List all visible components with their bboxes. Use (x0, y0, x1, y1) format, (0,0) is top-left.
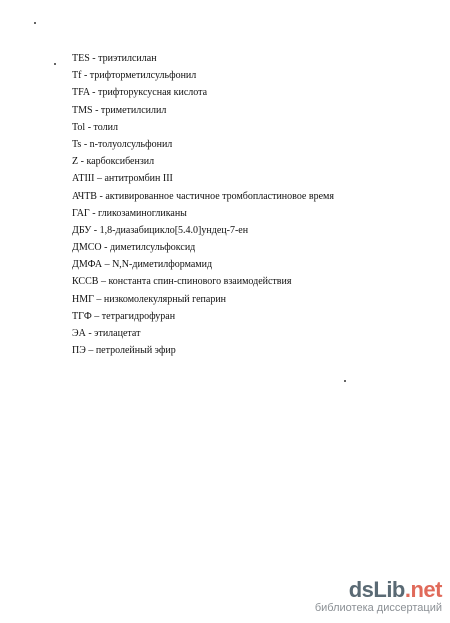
abbreviation-definition: 1,8-диазабицикло[5.4.0]ундец-7-ен (99, 224, 249, 236)
abbreviation-row (72, 170, 432, 187)
logo-main-text: dsLib (348, 577, 405, 602)
abbreviation-definition: трифторметилсульфонил (89, 70, 197, 82)
watermark-subtitle: библиотека диссертаций (314, 602, 442, 614)
abbreviation-key: ДМСО (72, 242, 102, 254)
abbreviation-separator: – (85, 345, 96, 357)
abbreviation-separator: – (102, 259, 113, 271)
scan-speck (344, 380, 346, 382)
abbreviation-row (72, 205, 432, 222)
abbreviation-definition: тетрагидрофуран (101, 310, 176, 322)
abbreviation-separator: - (89, 53, 99, 64)
abbreviation-row (72, 84, 432, 101)
abbreviation-definition: низкомолекулярный гепарин (103, 293, 227, 305)
abbreviation-key: ДБУ (72, 224, 92, 236)
abbreviation-key: Tf (72, 70, 82, 82)
abbreviation-key: КССВ (72, 276, 99, 288)
abbreviation-separator: - (81, 70, 90, 82)
abbreviation-row (72, 308, 432, 325)
logo-accent-text: .net (404, 577, 442, 602)
abbreviation-key: ЭА (72, 328, 86, 339)
abbreviation-key: Z (72, 156, 79, 168)
abbreviation-definition: диметилсульфоксид (109, 242, 196, 254)
abbreviation-key: АЧТВ (72, 190, 97, 202)
abbreviation-row (72, 273, 432, 290)
abbreviation-separator: – (94, 173, 105, 185)
abbreviation-row (72, 50, 432, 67)
abbreviation-definition: активированное частичное тромбопластиновое время (105, 190, 334, 202)
abbreviation-key: ПЭ (72, 345, 86, 357)
abbreviation-list (72, 50, 432, 359)
abbreviation-definition: этилацетат (94, 328, 141, 339)
abbreviation-row (72, 67, 432, 84)
abbreviation-key: НМГ (72, 293, 94, 305)
abbreviation-row (72, 222, 432, 239)
abbreviation-definition: гликозаминогликаны (98, 207, 187, 219)
abbreviation-definition: n-толуолсульфонил (89, 138, 173, 150)
abbreviation-separator: - (101, 242, 110, 254)
abbreviation-separator: – (93, 293, 104, 305)
abbreviation-separator: - (81, 138, 90, 150)
abbreviation-key: TMS (72, 104, 93, 116)
abbreviation-separator: - (89, 87, 98, 99)
abbreviation-separator: - (91, 224, 100, 236)
abbreviation-row (72, 102, 432, 119)
abbreviation-row (72, 136, 432, 153)
abbreviation-definition: триэтилсилан (98, 53, 157, 64)
abbreviation-key: Ts (72, 138, 82, 150)
abbreviation-key: TES (72, 53, 90, 64)
abbreviation-row (72, 188, 432, 205)
scan-speck (34, 22, 36, 24)
abbreviation-definition: трифторуксусная кислота (97, 87, 208, 99)
abbreviation-key: ТГФ (72, 310, 92, 322)
abbreviation-definition: карбоксибензил (86, 156, 155, 168)
abbreviation-row (72, 153, 432, 170)
abbreviation-definition: N,N-диметилформамид (112, 259, 213, 271)
abbreviation-row (72, 256, 432, 273)
abbreviation-key: TFA (72, 87, 90, 99)
abbreviation-separator: - (85, 121, 94, 133)
abbreviation-row (72, 325, 432, 342)
dslib-watermark (315, 579, 442, 615)
abbreviation-key: Tol (72, 121, 86, 133)
abbreviation-separator: - (78, 156, 87, 168)
abbreviation-row (72, 291, 432, 308)
abbreviation-key: АТIII (72, 173, 95, 185)
abbreviation-definition: константа спин-спинового взаимодействия (108, 276, 292, 288)
abbreviation-definition: толил (93, 121, 118, 133)
abbreviation-row (72, 239, 432, 256)
abbreviation-row (72, 119, 432, 136)
abbreviation-separator: - (89, 207, 99, 219)
abbreviation-definition: триметилсилил (100, 104, 167, 116)
abbreviation-key: ГАГ (72, 207, 90, 219)
abbreviation-definition: петролейный эфир (95, 345, 176, 357)
abbreviation-row (72, 342, 432, 359)
abbreviation-separator: - (85, 328, 95, 339)
dslib-logo (315, 579, 442, 601)
abbreviation-separator: - (92, 104, 101, 116)
abbreviation-separator: – (98, 276, 109, 288)
scan-speck (54, 63, 56, 65)
abbreviation-definition: антитромбин III (104, 173, 173, 185)
abbreviation-separator: – (91, 310, 102, 322)
abbreviation-key: ДМФА (72, 259, 103, 271)
abbreviation-separator: - (96, 190, 106, 202)
